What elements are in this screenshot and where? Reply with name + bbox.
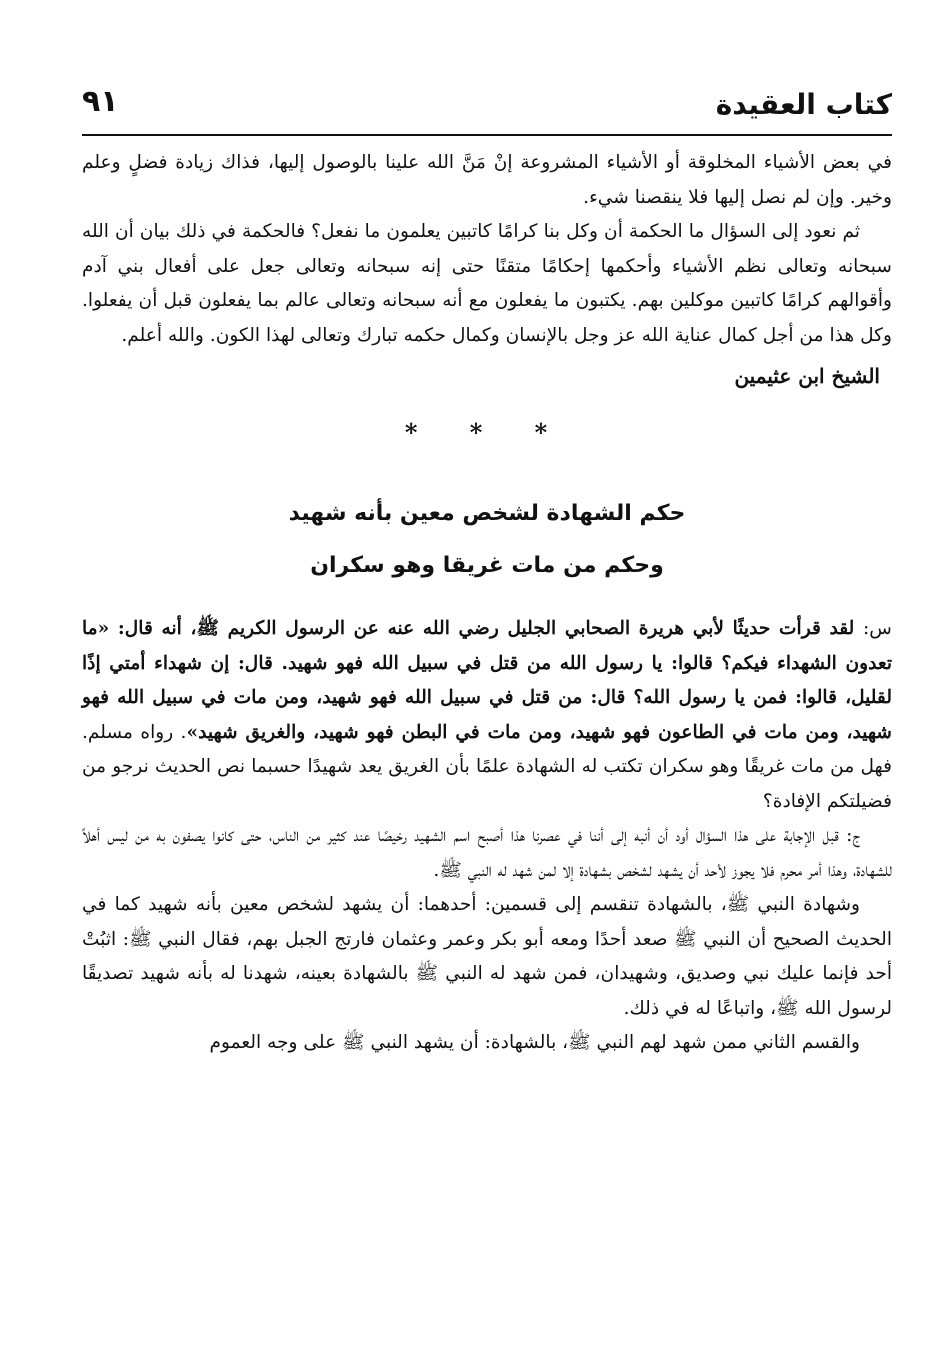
question-tail: . رواه مسلم. فهل من مات غريقًا وهو سكران تكتب له الشهادة علمًا بأن الغريق يعد شهيدًا حسبما نص الحديث نرجو من فضيلتكم الإفادة؟ [82,721,892,812]
answer-paragraph-3: والقسم الثاني ممن شهد لهم النبي ﷺ، بالشهادة: أن يشهد النبي ﷺ على وجه العموم [209,1032,860,1053]
intro-paragraph-2: ثم نعود إلى السؤال ما الحكمة أن وكل بنا كرامًا كاتبين يعلمون ما نفعل؟ فالحكمة في ذلك بيان أن الله سبحانه وتعالى نظم الأشياء وأحكمها إحكامًا متقنًا حتى إنه سبحانه وتعالى جعل على أفعال بني آدم وأقوالهم كرامًا كاتبين موكلين بهم. يكتبون ما يفعلون مع أنه سبحانه وتعالى عالم بما يفعلون قبل أن يفعلوا. وكل هذا من أجل كمال عناية الله عز وجل بالإنسان وكمال حكمه تبارك وتعالى لهذا الكون. والله أعلم. [82,221,892,346]
question-paragraph [82,612,892,819]
page-number: ٩١ [82,84,119,119]
answer-paragraph-2: وشهادة النبي ﷺ، بالشهادة تنقسم إلى قسمين: أحدهما: أن يشهد لشخص معين بأنه شهيد كما في الحديث الصحيح أن النبي ﷺ صعد أحدًا ومعه أبو بكر وعمر وعثمان فارتج الجبل بهم، فقال النبي ﷺ: اثبُتْ أحد فإنما عليك نبي وصديق، وشهيدان، فمن شهد له النبي ﷺ بالشهادة بعينه، شهدنا له بأنه شهيد تصديقًا لرسول الله ﷺ، واتباعًا له في ذلك. [82,894,892,1019]
page-body [82,146,892,1061]
answer-paragraph-1: ج: قبل الإجابة على هذا السؤال أود أن أنبه إلى أننا في عصرنا هذا أصبح اسم الشهيد رخيصًا عند كثير من الناس، حتى كانوا يصفون به من ليس أهلاً للشهادة، وهذا أمر محرم فلا يجوز لأحد أن يشهد لشخص بشهادة إلا لمن شهد له النبي ﷺ. [82,825,892,881]
page-header [82,84,892,136]
signature: الشيخ ابن عثيمين [734,364,880,388]
question-label: س: [863,618,892,639]
section-title-line-2: وحكم من مات غريقا وهو سكران [310,553,664,578]
section-title-line-1: حكم الشهادة لشخص معين بأنه شهيد [288,501,686,526]
intro-paragraph-1: في بعض الأشياء المخلوقة أو الأشياء المشروعة إنْ مَنَّ الله علينا بالوصول إليها، فذاك زيادة فضلٍ وعلم وخير. وإن لم نصل إليها فلا ينقصنا شيء. [82,152,892,208]
question-text: لقد قرأت حديثًا لأبي هريرة الصحابي الجليل رضي الله عنه عن الرسول الكريم ﷺ، أنه قال: «ما تعدون الشهداء فيكم؟ قالوا: يا رسول الله من قتل في سبيل الله فهو شهيد. قال: إن شهداء أمتي إذًا لقليل، قالوا: فمن يا رسول الله؟ قال: من قتل في سبيل الله فهو شهيد، ومن مات في سبيل الله فهو شهيد، ومن مات في الطاعون فهو شهيد، ومن مات في البطن فهو شهيد، والغريق شهيد» [82,618,892,743]
book-title: كتاب العقيدة [715,88,892,121]
section-separator: * * * [404,417,570,447]
